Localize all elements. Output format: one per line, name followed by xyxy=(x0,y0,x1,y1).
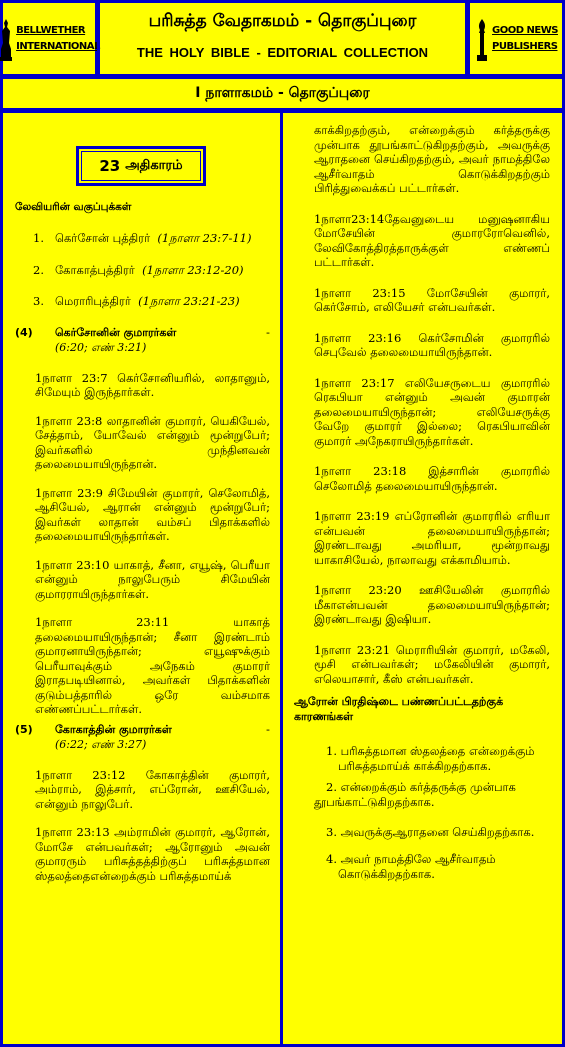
bellwether-logo-box xyxy=(0,0,98,77)
list-item: 3. மெராரிபுத்திரர் (1நாளா 23:21-23) xyxy=(33,294,240,308)
verse-entry: 1நாளா 23:18 இத்சாரின் குமாரரில் செலோமித் தலைமையாயிருந்தான். xyxy=(314,464,550,493)
verse-entry: 1நாளா 23:9 சிமேயின் குமாரர், செலோமித், ஆசியேல், ஆரான் என்னும் மூன்றுபேர்; இவர்கள் லாதான் வம்சப் பிதாக்களில் தலைமையாயிருந்தார்கள். xyxy=(35,485,270,543)
verse-entry: 1நாளா 23:12 கோகாத்தின் குமாரர், அம்ராம், இத்சார், எப்ரோன், ஊசியேல், என்னும் நாலுபேர். xyxy=(35,767,270,811)
verse-entry: 1நாளா23:14தேவனுடைய மனுஷனாகிய மோசேயின் குமாரரோவெனில், லேவிகோத்திரத்தாருக்குள் எண்ணப் பட்டார்கள். xyxy=(314,211,550,269)
right-logo-line2: PUBLISHERS xyxy=(492,40,558,52)
header-title-box xyxy=(97,0,468,77)
statue-icon xyxy=(0,17,14,61)
list-item: 1. கெர்சோன் புத்திரர் (1நாளா 23:7-11) xyxy=(33,231,252,245)
heading-kohath-ref: (6:22; எண் 3:27) xyxy=(55,737,147,751)
bellwether-logo xyxy=(0,17,100,61)
list-item: 3. அவருக்குஆராதனை செய்கிறதற்காக. xyxy=(326,825,535,839)
torch-icon xyxy=(474,17,490,61)
title-english: THE HOLY BIBLE - EDITORIAL COLLECTION xyxy=(136,45,429,60)
book-subtitle: I நாளாகமம் - தொகுப்புரை xyxy=(0,76,565,111)
verse-entry: 1நாளா 23:16 கெர்சோமின் குமாரரில் செபுவேல் தலைமையாயிருந்தான். xyxy=(314,330,550,359)
verse-entry: 1நாளா 23:15 மோசேயின் குமாரர், கெர்சோம், எலியேசர் என்பவர்கள். xyxy=(314,285,550,314)
verse-entry: 1நாளா 23:11 யாகாத் தலைமையாயிருந்தான்; சீனா இரண்டாம் குமாரனாயிருந்தான்; எயூஷுக்கும் பெரீயாவுக்கும் அநேகம் குமாரர் இராதபடியினால், அவர்கள் பிதாக்களின் குடும்பத்தாரில் ஒரே வம்சமாக எண்ணப்பட்டார்கள். xyxy=(35,615,270,716)
verse-entry: 1நாளா 23:19 எப்ரோனின் குமாரரில் எரியா என்பவன் தலைமையாயிருந்தான்; இரண்டாவது அமரியா, மூன்றாவது யாகாசியேல், நாலாவது எக்காமியாம். xyxy=(314,509,550,567)
heading-gershon-ref: (6:20; எண் 3:21) xyxy=(55,340,147,354)
section-title-aaron: ஆரோன் பிரதிஷ்டை பண்ணப்பட்டதற்குக் காரணங்கள் xyxy=(294,695,504,723)
verse-continuation: காக்கிறதற்கும், என்றைக்கும் கர்த்தருக்கு முன்பாக தூபங்காட்டுகிறதற்கும், அவருக்கு ஆராதனை செய்கிறதற்கும், அவர் நாமத்திலே ஆசீர்வாதம் கொடுக்கிறதற்கும் பிரித்துவைக்கப் பட்டார்கள். xyxy=(314,123,550,195)
section-title-levites: லேவியரின் வகுப்புக்கள் xyxy=(15,201,132,213)
verse-entry: 1நாளா 23:20 ஊசியேலின் குமாரரில் மீகாஎன்பவன் தலைமையாயிருந்தான்; இரண்டாவது இஷியா. xyxy=(314,583,550,626)
verse-entry: 1நாளா 23:17 எலியேசருடைய குமாரரில் ரெகபியா என்னும் அவன் குமாரன் தலைமையாயிருந்தான்; எலியேசருக்கு வேறே குமாரர் இல்லை; ரெகபியாவின் குமாரர் அநேகராயிருந்தார்கள். xyxy=(314,375,550,448)
heading-gershon: (4) கெர்சோனின் குமாரர்கள் - xyxy=(15,325,270,339)
verse-entry: 1நாளா 23:8 லாதானின் குமாரர், யெகியேல், சேத்தாம், யோவேல் என்னும் மூன்றுபேர்; இவர்களில் முந்தினவன் தலைமையாயிருந்தான். xyxy=(35,413,270,471)
verse-entry: 1நாளா 23:7 கெர்சோனியரில், லாதானும், சிமேயும் இருந்தார்கள். xyxy=(35,370,270,399)
list-item: 4. அவர் நாமத்திலே ஆசீர்வாதம் கொடுக்கிறதற்காக. xyxy=(326,852,496,881)
left-logo-line2: INTERNATIONAL xyxy=(16,40,100,52)
goodnews-logo-box xyxy=(467,0,565,77)
list-item: 2. கோகாத்புத்திரர் (1நாளா 23:12-20) xyxy=(33,262,244,277)
list-item: 1. பரிசுத்தமான ஸ்தலத்தை என்றைக்கும் பரிசுத்தமாய்க் காக்கிறதற்காக. xyxy=(326,744,535,773)
right-logo-line1: GOOD NEWS xyxy=(492,24,558,36)
left-column xyxy=(0,110,283,1047)
chapter-badge xyxy=(76,146,206,186)
heading-kohath: (5) கோகாத்தின் குமாரர்கள் - xyxy=(15,722,270,736)
chapter-number: 23 xyxy=(99,157,121,175)
chapter-word: அதிகாரம் xyxy=(125,158,183,173)
verse-entry: 1நாளா 23:21 மெராரியின் குமாரர், மகேலி, மூசி என்பவர்கள்; மகேலியின் குமாரர், எலெயாசார், கீஸ் என்பவர்கள். xyxy=(314,642,550,686)
right-column xyxy=(280,110,565,1047)
reasons-list xyxy=(314,744,550,882)
verse-entry: 1நாளா 23:10 யாகாத், சீனா, எயூஷ், பெரீயா என்னும் நாலுபேரும் சிமேயின் குமாரராயிருந்தார்கள். xyxy=(35,557,270,601)
division-list xyxy=(33,231,270,309)
list-item: 2. என்றைக்கும் கர்த்தருக்கு முன்பாக தூபங்காட்டுகிறதற்காக. xyxy=(314,780,516,809)
goodnews-logo xyxy=(474,17,558,61)
title-tamil: பரிசுத்த வேதாகமம் - தொகுப்புரை xyxy=(148,11,417,31)
verse-entry: 1நாளா 23:13 அம்ராமின் குமாரர், ஆரோன், மோசே என்பவர்கள்; ஆரோனும் அவன் குமாரரும் பரிசுத்தத்திற்குப் பரிசுத்தமான ஸ்தலத்தைஎன்றைக்கும் பரிசுத்தமாய்க் xyxy=(35,825,270,883)
left-logo-line1: BELLWETHER xyxy=(16,24,86,36)
